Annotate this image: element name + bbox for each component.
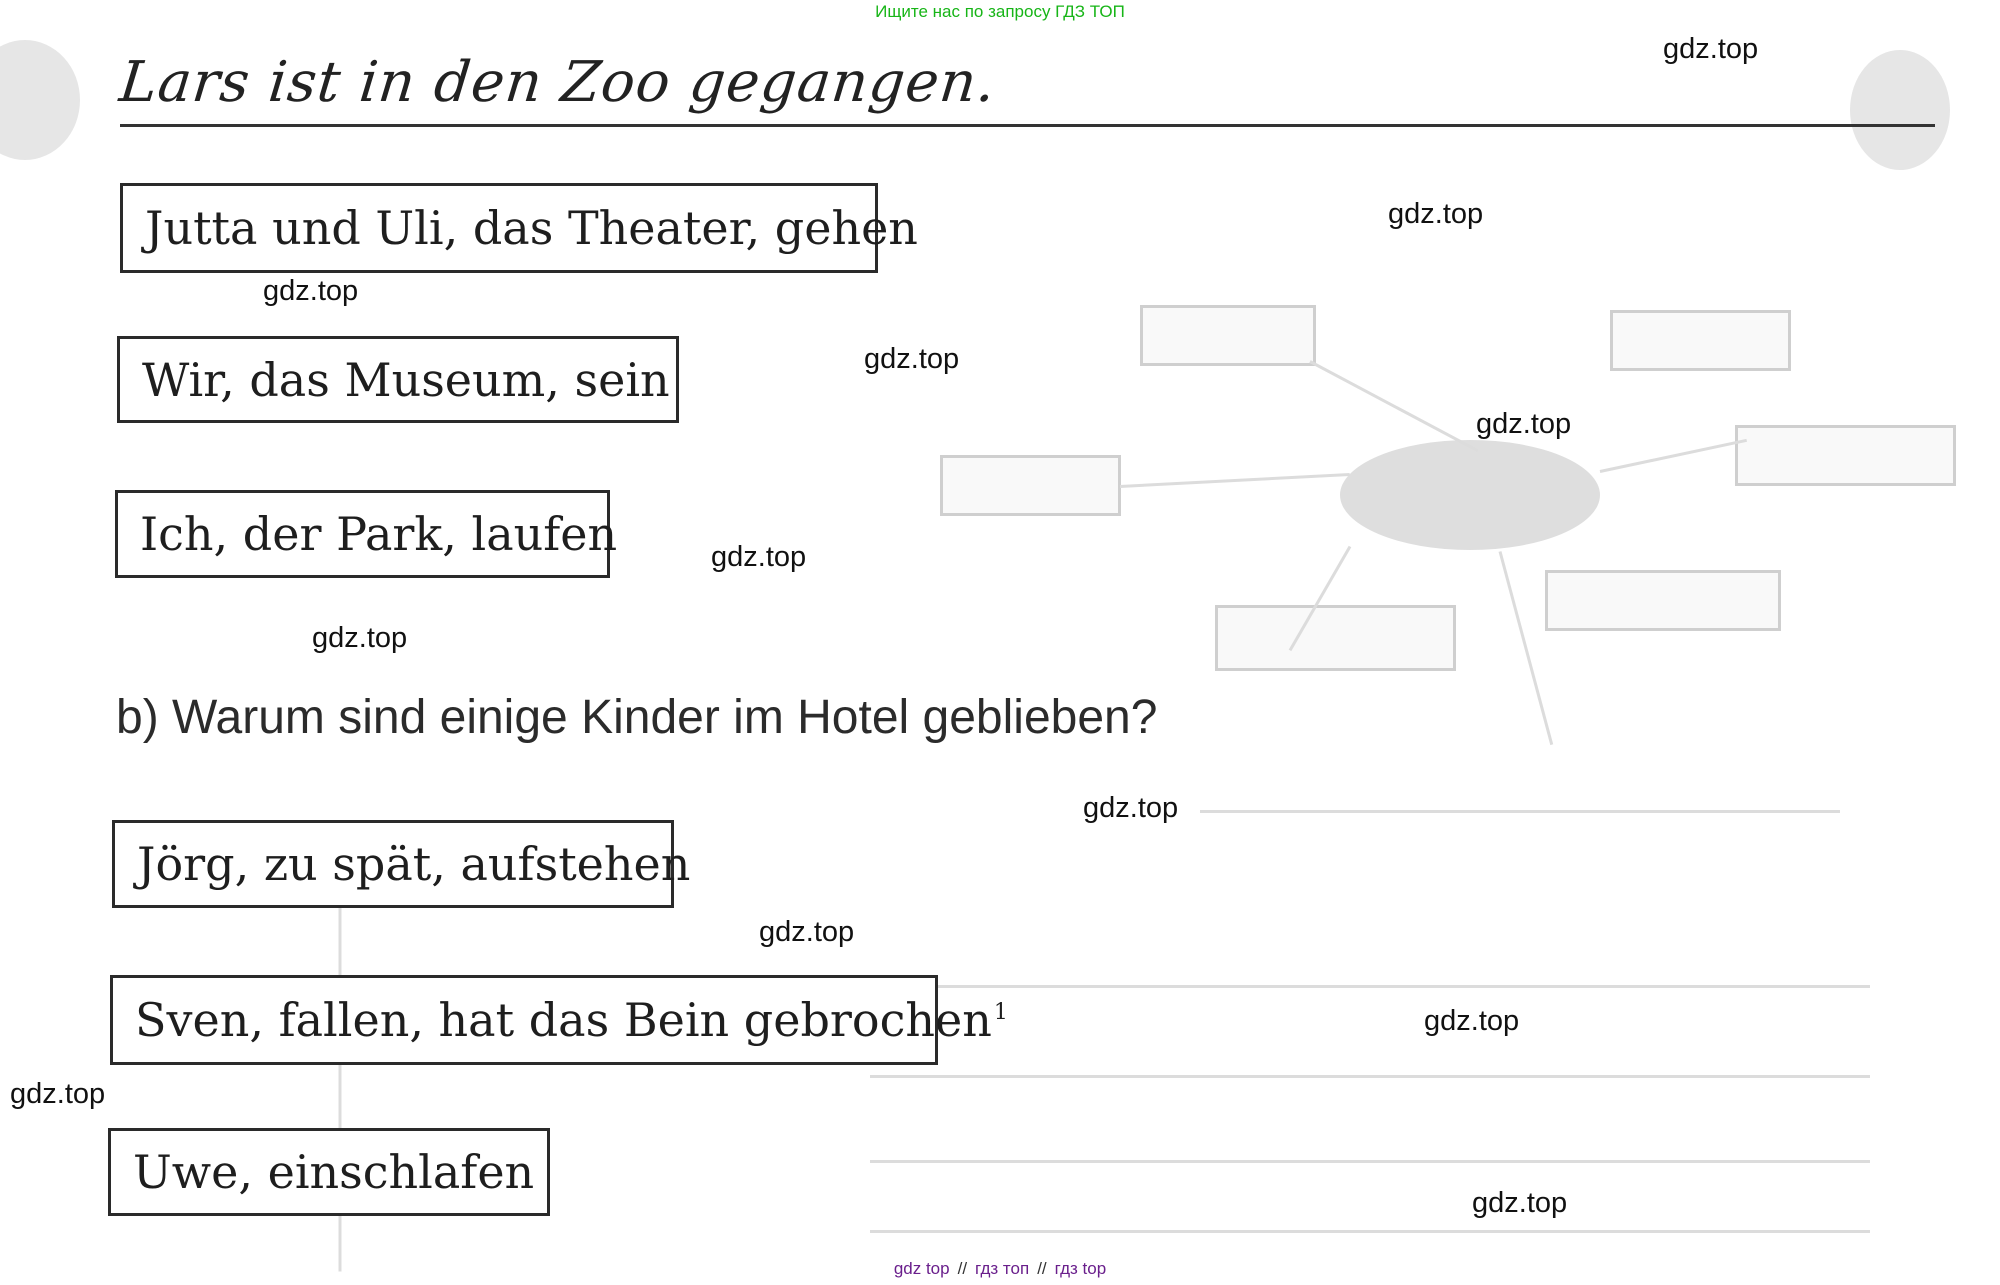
- watermark: gdz.top: [864, 343, 960, 375]
- ghost-shape: [870, 1075, 1870, 1078]
- watermark: gdz.top: [1388, 198, 1484, 230]
- ghost-shape: [870, 1230, 1870, 1233]
- footer-links: [0, 1259, 2000, 1279]
- watermark: gdz.top: [1472, 1187, 1568, 1219]
- watermark: gdz.top: [759, 916, 855, 948]
- ghost-shape: [0, 40, 80, 160]
- phrase-box-a-3: Ich, der Park, laufen: [115, 490, 610, 578]
- watermark: gdz.top: [263, 275, 359, 307]
- ghost-shape: [940, 455, 1121, 516]
- ghost-shape: [1600, 439, 1747, 473]
- watermark: gdz.top: [711, 541, 807, 573]
- title-underline: [120, 124, 1935, 127]
- phrase-box-b-3: Uwe, einschlafen: [108, 1128, 550, 1216]
- ghost-shape: [1610, 310, 1791, 371]
- footer-link-1[interactable]: gdz top: [893, 1259, 950, 1278]
- ghost-shape: [1735, 425, 1956, 486]
- phrase-box-a-2: Wir, das Museum, sein: [117, 336, 679, 423]
- watermark: gdz.top: [1663, 33, 1759, 65]
- question-b: b) Warum sind einige Kinder im Hotel geblieben?: [116, 691, 1158, 744]
- ghost-shape: [1215, 605, 1456, 671]
- ghost-shape: [870, 1160, 1870, 1163]
- footer-separator: //: [957, 1259, 968, 1278]
- footer-link-3[interactable]: гдз top: [1054, 1259, 1107, 1278]
- ghost-shape: [1340, 440, 1600, 550]
- watermark: gdz.top: [1424, 1005, 1520, 1037]
- ghost-shape: [1120, 473, 1350, 488]
- footer-separator: //: [1037, 1259, 1047, 1278]
- phrase-box-b-2-text: Sven, fallen, hat das Bein gebrochen: [135, 993, 992, 1047]
- ghost-shape: [870, 985, 1870, 988]
- footnote-mark: 1: [993, 999, 1008, 1025]
- ghost-shape: [1140, 305, 1316, 366]
- page-title: Lars ist in den Zoo gegangen.: [116, 50, 1000, 115]
- watermark: gdz.top: [10, 1078, 106, 1110]
- ghost-shape: [1850, 50, 1950, 170]
- footer-link-2[interactable]: гдз топ: [975, 1259, 1030, 1278]
- ghost-shape: [1200, 810, 1840, 813]
- watermark: gdz.top: [312, 622, 408, 654]
- phrase-box-b-2: [110, 975, 1008, 1065]
- ghost-shape: [1309, 360, 1478, 452]
- ghost-shape: [1545, 570, 1781, 631]
- watermark: gdz.top: [1083, 792, 1179, 824]
- top-banner-link[interactable]: Ищите нас по запросу ГДЗ ТОП: [875, 2, 1125, 21]
- phrase-box-a-1: Jutta und Uli, das Theater, gehen: [120, 183, 878, 273]
- watermark: gdz.top: [1476, 408, 1572, 440]
- phrase-box-b-1: Jörg, zu spät, aufstehen: [112, 820, 674, 908]
